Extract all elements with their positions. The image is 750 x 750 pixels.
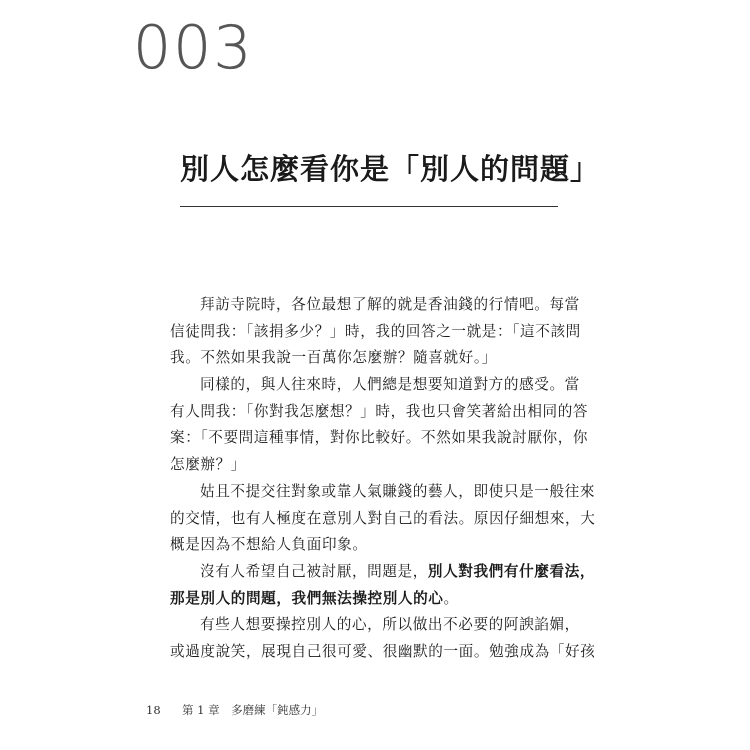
emphasis-text: 那是別人的問題，我們無法操控別人的心 [170, 589, 444, 607]
page-footer [146, 702, 323, 718]
body-text-segment: 沒有人希望自己被討厭，問題是， [200, 562, 428, 580]
body-line: 我。不然如果我說一百萬你怎麼辦？隨喜就好。」 [170, 349, 497, 367]
body-line: 拜訪寺院時，各位最想了解的就是香油錢的行情吧。每當 [200, 296, 580, 313]
body-line: 有些人想要操控別人的心，所以做出不必要的阿諛諂媚， [200, 616, 580, 634]
body-line [170, 586, 582, 613]
page-number: 18 [146, 703, 161, 717]
chapter-number: 003 [133, 13, 254, 83]
body-text-segment: 。 [443, 589, 459, 607]
body-line: 姑且不提交往對象或靠人氣賺錢的藝人，即使只是一般往來 [200, 482, 596, 500]
body-line: 怎麼辦？」 [170, 456, 246, 474]
body-text [170, 292, 596, 666]
body-line [170, 559, 596, 586]
body-line: 有人問我：「你對我怎麼想？」時，我也只會笑著給出相同的答 [170, 402, 589, 420]
body-line: 或過度說笑，展現自己很可愛、很幽默的一面。勉強成為「好孩 [170, 642, 596, 660]
title-divider [180, 206, 558, 207]
running-chapter-label: 第 1 章 多磨練「鈍感力」 [182, 703, 324, 717]
body-line: 同樣的，與人往來時，人們總是想要知道對方的感受。當 [200, 376, 580, 394]
body-line: 案：「不要問這種事情，對你比較好。不然如果我說討厭你，你 [170, 429, 589, 447]
emphasis-text: 別人對我們有什麼看法， [427, 562, 596, 580]
chapter-title: 別人怎麼看你是「別人的問題」 [180, 152, 601, 186]
body-line: 的交情，也有人極度在意別人對自己的看法。原因仔細想來，大 [170, 509, 596, 527]
body-line: 概是因為不想給人負面印象。 [170, 536, 368, 554]
body-line: 信徒問我：「該捐多少？」時，我的回答之一就是：「這不該問 [170, 322, 581, 340]
